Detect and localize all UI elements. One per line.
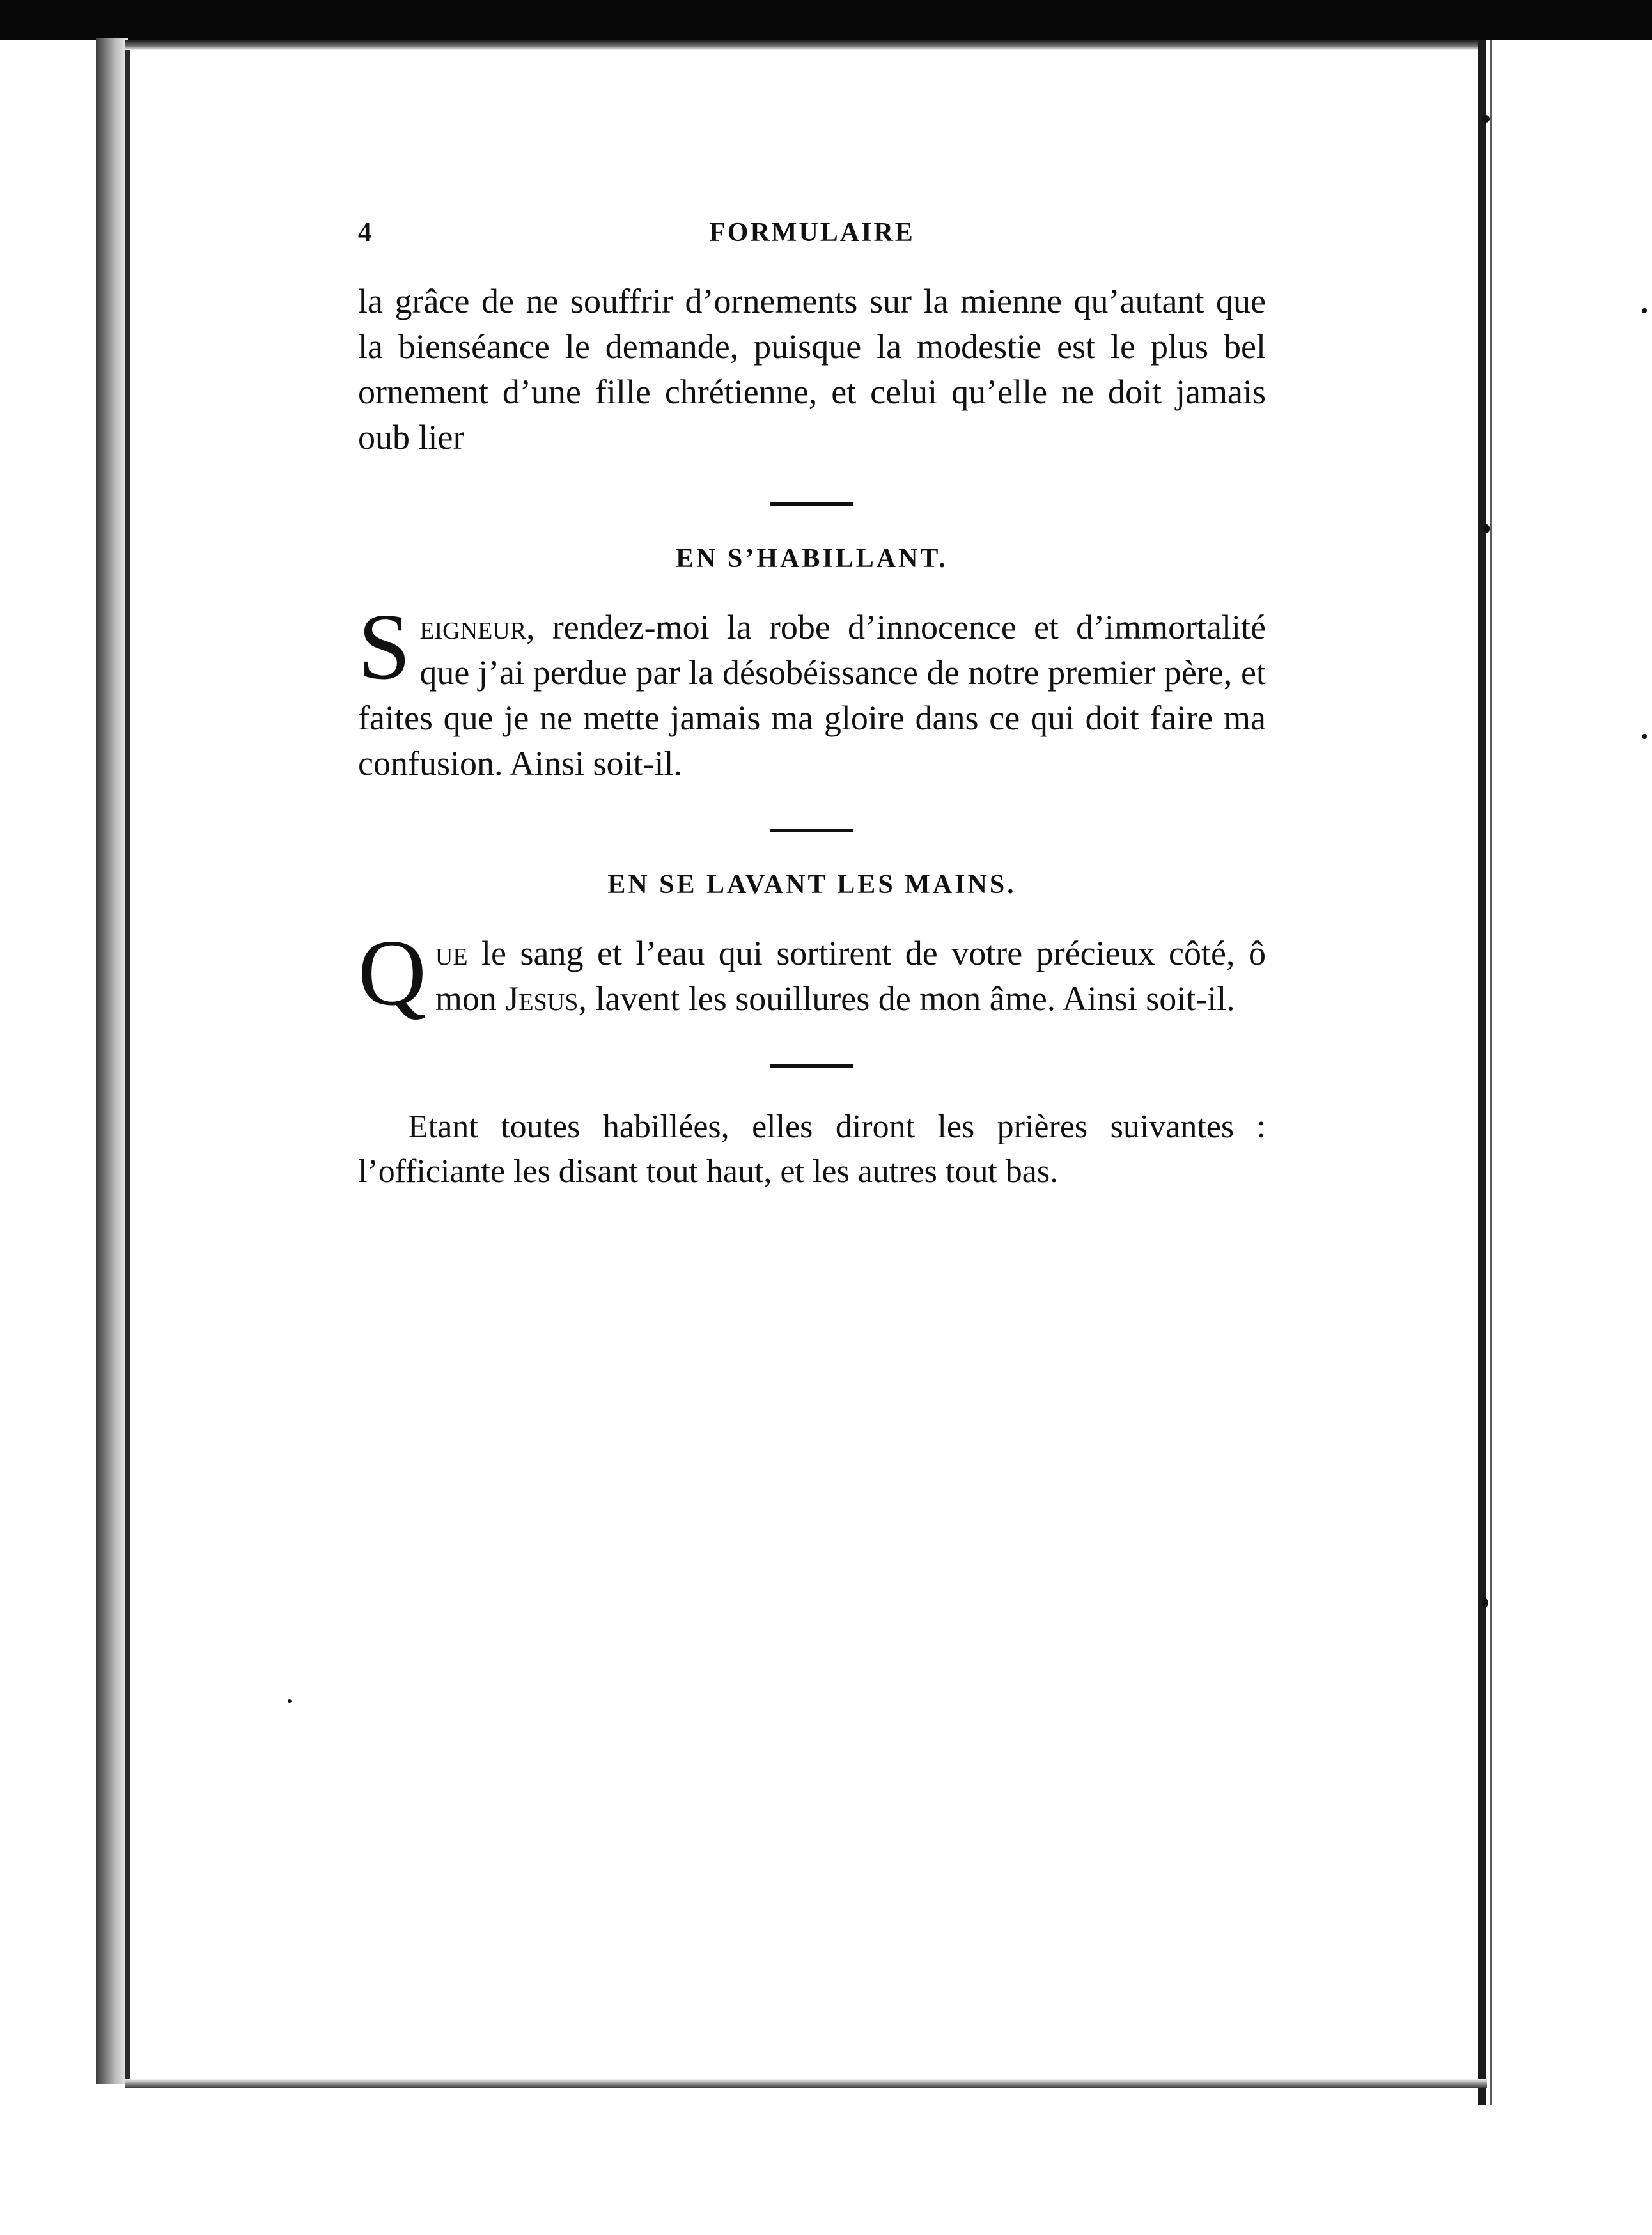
rubric-instruction: Etant toutes habillées, elles diront les prières suivantes : l’officiante les disant tout haut, et les autres tout bas. [358, 1109, 1266, 1190]
prayer-habillant [358, 595, 1266, 786]
prayer-text: , rendez-moi la robe d’innocence et d’immortalité que j’ai perdue par la désobéissance de notre premier père, et faites que je ne mette jamais ma gloire dans ce qui doit faire ma confusion. Ainsi soit-il. [358, 608, 1266, 783]
book-page [358, 217, 1266, 1194]
prayer-text-end: , lavent les souillures de mon âme. Ainsi soit-il. [578, 979, 1235, 1018]
running-title: FORMULAIRE [709, 218, 915, 247]
page-edge-left [125, 40, 130, 2085]
page-edge-right-inner [1490, 40, 1492, 2105]
section-heading-mains: EN SE LAVANT LES MAINS. [607, 870, 1017, 899]
prayer-mains [358, 921, 1266, 1025]
holy-name: Jesus [505, 979, 579, 1018]
lead-word: ue [435, 934, 468, 972]
prayer-text-start: le sang et l’eau qui sortirent de votre précieux côté, ô mon [435, 934, 1266, 1018]
page-edge-right [1478, 40, 1486, 2105]
carryover-paragraph: la grâce de ne souffrir d’ornements sur la mienne qu’autant que la bienséance le demande, puisque la modestie est le plus bel ornement d’une fille chrétienne, et celui qu’elle ne doit jamais oub lier [358, 282, 1266, 456]
drop-cap: S [358, 595, 411, 699]
scan-speck [1642, 734, 1647, 739]
binding-shadow [96, 38, 128, 2084]
scan-speck [288, 1699, 292, 1703]
drop-cap: Q [358, 921, 426, 1025]
scan-speck [1482, 115, 1490, 123]
page-edge-top [125, 40, 1481, 50]
scan-speck [1483, 524, 1490, 533]
section-divider [770, 502, 853, 506]
scan-border-top [0, 0, 1652, 40]
section-heading-habillant: EN S’HABILLANT. [676, 544, 948, 573]
section-divider [770, 1064, 853, 1068]
scan-speck [1642, 308, 1647, 313]
page-edge-bottom [125, 2079, 1487, 2088]
scan-speck [1482, 1598, 1488, 1607]
page-number: 4 [358, 218, 371, 247]
running-head [358, 217, 1266, 269]
section-divider [770, 829, 853, 832]
lead-word: eigneur [419, 608, 527, 646]
